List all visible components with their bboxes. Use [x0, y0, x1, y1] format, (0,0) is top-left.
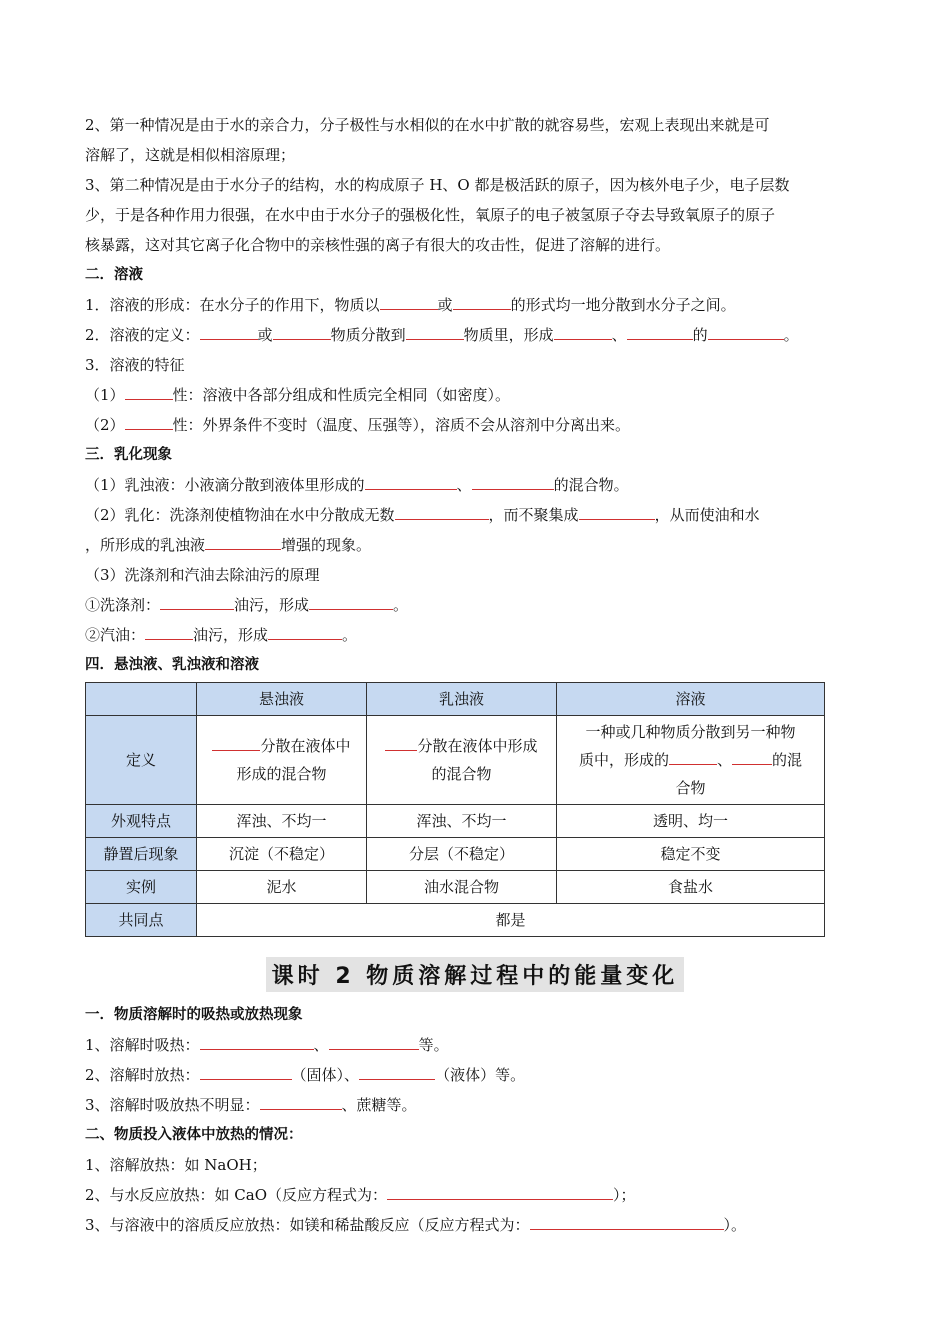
- emulsification-line: （2）乳化：洗涤剂使植物油在水中分散成无数 ，而不聚集成 ，从而使油和水 ，所形成的乳浊液 增强的现象。: [85, 500, 865, 560]
- answer-blank[interactable]: [268, 621, 342, 640]
- answer-blank[interactable]: [200, 321, 258, 340]
- row-label: 外观特点: [86, 805, 197, 838]
- table-cell: 分层（不稳定）: [367, 838, 557, 871]
- emulsion-line: （1）乳浊液：小液滴分散到液体里形成的 、 的混合物。: [85, 470, 865, 500]
- table-row: [86, 838, 825, 871]
- intro-paragraph-3: 3、第二种情况是由于水分子的结构，水的构成原子 H、O 都是极活跃的原子，因为核外电子少，电子层数 少，于是各种作用力很强，在水中由于水分子的强极化性，氧原子的电子被氢原子夺去导致氧原子的原子 核暴露，这对其它离子化合物中的亲核性强的离子有很大的攻击性，促进了溶解的进行。: [85, 176, 790, 254]
- answer-blank[interactable]: [145, 621, 193, 640]
- answer-blank[interactable]: [125, 411, 173, 430]
- worksheet-page: [85, 110, 865, 1240]
- answer-blank[interactable]: [365, 471, 457, 490]
- cleaning-principle-title: （3）洗涤剂和汽油去除油污的原理: [85, 566, 320, 584]
- table-cell: 一种或几种物质分散到另一种物 质中，形成的 、 的混 合物: [557, 716, 825, 805]
- answer-blank[interactable]: [273, 321, 331, 340]
- answer-blank[interactable]: [387, 1181, 613, 1200]
- section-heading-comparison: 四．悬浊液、乳浊液和溶液: [85, 657, 259, 673]
- lesson-title: 课时 2 物质溶解过程中的能量变化: [266, 957, 685, 992]
- table-header-cell: 乳浊液: [367, 683, 557, 716]
- answer-blank[interactable]: [530, 1211, 724, 1230]
- table-row: [86, 805, 825, 838]
- table-header-cell: [86, 683, 197, 716]
- answer-blank[interactable]: [554, 321, 612, 340]
- comparison-table: [85, 682, 825, 937]
- table-cell: 沉淀（不稳定）: [197, 838, 367, 871]
- heat-absorb-line: 1、溶解时吸热： 、 等。: [85, 1030, 865, 1060]
- intro-paragraph-2: 2、第一种情况是由于水的亲合力，分子极性与水相似的在水中扩散的就容易些，宏观上表现出来就是可 溶解了，这就是相似相溶原理；: [85, 116, 770, 164]
- gasoline-line: ②汽油： 油污，形成 。: [85, 620, 865, 650]
- answer-blank[interactable]: [260, 1091, 342, 1110]
- answer-blank[interactable]: [205, 531, 281, 550]
- solution-feature-1: （1） 性：溶液中各部分组成和性质完全相同（如密度）。: [85, 380, 865, 410]
- magnesium-line: 3、与溶液中的溶质反应放热：如镁和稀盐酸反应（反应方程式为： ）。: [85, 1210, 865, 1240]
- table-cell: 泥水: [197, 871, 367, 904]
- table-row: [86, 871, 825, 904]
- table-cell: 浑浊、不均一: [197, 805, 367, 838]
- section-heading-emulsification: 三．乳化现象: [85, 447, 172, 463]
- row-label: 定义: [86, 716, 197, 805]
- solution-formation-line: 1．溶液的形成：在水分子的作用下，物质以 或 的形式均一地分散到水分子之间。: [85, 290, 865, 320]
- answer-blank[interactable]: [732, 746, 772, 765]
- answer-blank[interactable]: [309, 591, 393, 610]
- heat-neutral-line: 3、溶解时吸放热不明显： 、蔗糖等。: [85, 1090, 865, 1120]
- answer-blank[interactable]: [708, 321, 784, 340]
- answer-blank[interactable]: [160, 591, 234, 610]
- heat-release-line: 2、溶解时放热： （固体）、 （液体）等。: [85, 1060, 865, 1090]
- row-label: 共同点: [86, 904, 197, 937]
- detergent-line: ①洗涤剂： 油污，形成 。: [85, 590, 865, 620]
- table-header-cell: 溶液: [557, 683, 825, 716]
- table-cell: 食盐水: [557, 871, 825, 904]
- table-cell: 透明、均一: [557, 805, 825, 838]
- naoh-line: 1、溶解放热：如 NaOH；: [85, 1156, 267, 1174]
- answer-blank[interactable]: [406, 321, 464, 340]
- table-header-row: [86, 683, 825, 716]
- answer-blank[interactable]: [200, 1031, 314, 1050]
- row-label: 实例: [86, 871, 197, 904]
- section-heading-solution: 二．溶液: [85, 267, 143, 283]
- answer-blank[interactable]: [359, 1061, 435, 1080]
- answer-blank[interactable]: [329, 1031, 419, 1050]
- solution-features-title: 3．溶液的特征: [85, 356, 185, 374]
- table-cell: 分散在液体中形成 的混合物: [367, 716, 557, 805]
- cao-line: 2、与水反应放热：如 CaO（反应方程式为： ）；: [85, 1180, 865, 1210]
- solution-feature-2: （2） 性：外界条件不变时（温度、压强等），溶质不会从溶剂中分离出来。: [85, 410, 865, 440]
- answer-blank[interactable]: [453, 291, 511, 310]
- answer-blank[interactable]: [125, 381, 173, 400]
- table-cell: 都是: [197, 904, 825, 937]
- answer-blank[interactable]: [380, 291, 438, 310]
- lesson-title-wrap: [85, 957, 865, 992]
- answer-blank[interactable]: [627, 321, 693, 340]
- table-cell: 稳定不变: [557, 838, 825, 871]
- answer-blank[interactable]: [669, 746, 717, 765]
- section-heading-exothermic: 二、物质投入液体中放热的情况：: [85, 1127, 303, 1143]
- table-row-definition: [86, 716, 825, 805]
- answer-blank[interactable]: [385, 732, 417, 751]
- section-heading-heat: 一．物质溶解时的吸热或放热现象: [85, 1007, 303, 1023]
- table-cell: 油水混合物: [367, 871, 557, 904]
- table-cell: 分散在液体中 形成的混合物: [197, 716, 367, 805]
- table-cell: 浑浊、不均一: [367, 805, 557, 838]
- solution-definition-line: 2．溶液的定义： 或 物质分散到 物质里，形成 、 的 。: [85, 320, 865, 350]
- answer-blank[interactable]: [212, 732, 260, 751]
- answer-blank[interactable]: [579, 501, 655, 520]
- table-header-cell: 悬浊液: [197, 683, 367, 716]
- answer-blank[interactable]: [200, 1061, 292, 1080]
- table-row-common: [86, 904, 825, 937]
- answer-blank[interactable]: [395, 501, 489, 520]
- answer-blank[interactable]: [472, 471, 554, 490]
- row-label: 静置后现象: [86, 838, 197, 871]
